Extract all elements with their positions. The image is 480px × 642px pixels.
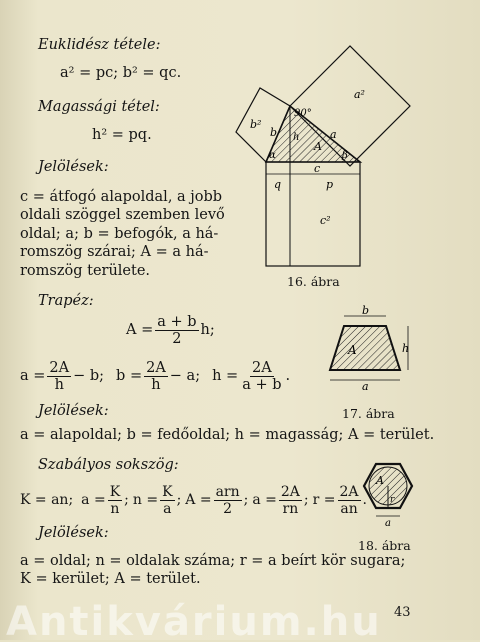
text-line: oldali szöggel szemben levő <box>20 207 225 224</box>
label-beta: β <box>342 150 348 161</box>
label-a: a <box>330 128 337 141</box>
numerator: K <box>162 483 173 500</box>
formula-tail: h; <box>200 322 215 338</box>
formula-lhs: b = <box>116 368 143 384</box>
text-line: c = átfogó alapoldal, a jobb <box>20 189 223 205</box>
denominator: an <box>340 500 358 517</box>
text-line: K = kerület; A = terület. <box>20 571 201 588</box>
magassagi-heading: Magassági tétel: <box>38 99 160 115</box>
watermark: Antikvárium.hu <box>6 602 382 642</box>
label-alpha: α <box>269 150 276 161</box>
label-a2: a² <box>354 88 365 101</box>
page-number: 43 <box>394 605 411 620</box>
formula-tail: . <box>362 492 367 508</box>
fraction <box>160 484 174 517</box>
denominator: n <box>110 500 120 517</box>
label-p: p <box>326 178 334 191</box>
formula-tail: − a; <box>169 368 201 384</box>
label-angle: 90° <box>294 108 312 119</box>
figure-18-caption: 18. ábra <box>358 538 411 553</box>
numerator: 2A <box>280 483 300 500</box>
numerator: 2A <box>252 359 272 376</box>
fraction <box>214 484 242 517</box>
figure-17-trapezoid <box>324 304 414 394</box>
jelolesek-heading-2: Jelölések: <box>38 403 109 419</box>
text-line: a = oldal; n = oldalak száma; r = a beírt kör sugara; <box>20 553 406 569</box>
label-c2: c² <box>320 214 331 227</box>
formula-tail: ; <box>176 492 182 508</box>
label-r: r <box>390 495 395 505</box>
euklides-formula: a² = pc; b² = qc. <box>60 65 182 81</box>
numerator: a + b <box>157 313 197 330</box>
label-b2: b² <box>250 118 262 131</box>
formula-tail: . <box>285 368 291 384</box>
jelolesek-heading-1: Jelölések: <box>38 159 109 175</box>
jelolesek-text-1 <box>20 188 230 280</box>
label-h: h <box>402 342 410 355</box>
label-b: b <box>362 304 370 317</box>
figure-16-caption: 16. ábra <box>287 274 340 289</box>
numerator: arn <box>215 483 240 500</box>
fraction <box>108 484 122 517</box>
denominator: h <box>151 376 161 393</box>
fraction <box>144 360 168 393</box>
trapez-heading: Trapéz: <box>38 293 94 309</box>
label-A: A <box>376 474 384 487</box>
fraction <box>240 360 283 393</box>
jelolesek-text-2: a = alapoldal; b = fedőoldal; h = magasság; A = terület. <box>20 427 435 443</box>
label-c: c <box>314 162 321 175</box>
magassagi-formula: h² = pq. <box>92 127 152 143</box>
fraction <box>155 314 198 347</box>
trapez-area-formula <box>126 310 215 350</box>
figure-17-caption: 17. ábra <box>342 406 395 421</box>
numerator: 2A <box>146 359 166 376</box>
sokszog-formulas <box>20 480 367 520</box>
label-h: h <box>293 132 300 143</box>
jelolesek-text-3 <box>20 552 420 589</box>
fraction <box>47 360 71 393</box>
jelolesek-heading-3: Jelölések: <box>38 525 109 541</box>
label-A: A <box>348 343 357 357</box>
fraction <box>279 484 302 517</box>
formula-lhs: h = <box>212 368 239 384</box>
label-b: b <box>270 126 278 139</box>
formula-lhs: a = <box>252 492 277 508</box>
denominator: rn <box>282 500 299 517</box>
text-line: romszög szárai; A = a há- <box>20 244 209 261</box>
text-line: oldal; a; b = befogók, a há- <box>20 225 219 242</box>
figure-18-hexagon <box>358 458 418 528</box>
denominator: 2 <box>223 500 233 517</box>
formula-tail: ; <box>303 492 309 508</box>
denominator: 2 <box>172 330 182 347</box>
trapez-solve-formulas <box>20 356 290 396</box>
denominator: h <box>54 376 64 393</box>
formula-tail: ; <box>124 492 129 508</box>
figure-16-pythagoras <box>214 28 414 268</box>
formula-tail: ; <box>243 492 249 508</box>
formula-lhs: A = <box>185 492 212 508</box>
formula-tail: − b; <box>73 368 105 384</box>
denominator: a <box>163 500 172 517</box>
numerator: K <box>109 483 121 500</box>
label-q: q <box>274 178 282 191</box>
numerator: 2A <box>339 483 359 500</box>
denominator: a + b <box>242 376 282 393</box>
euklides-heading: Euklidész tétele: <box>38 37 161 53</box>
formula-lhs: a = <box>81 492 106 508</box>
label-a: a <box>385 518 391 528</box>
label-A: A <box>314 140 322 153</box>
text-line: romszög területe. <box>20 262 151 279</box>
formula-lhs: A = <box>126 322 154 338</box>
formula: K = an; <box>20 492 74 508</box>
sokszog-heading: Szabályos sokszög: <box>38 457 179 473</box>
numerator: 2A <box>49 359 70 376</box>
label-a: a <box>362 380 369 393</box>
formula-lhs: r = <box>312 492 336 508</box>
formula-lhs: a = <box>20 368 46 384</box>
formula-lhs: n = <box>132 492 159 508</box>
